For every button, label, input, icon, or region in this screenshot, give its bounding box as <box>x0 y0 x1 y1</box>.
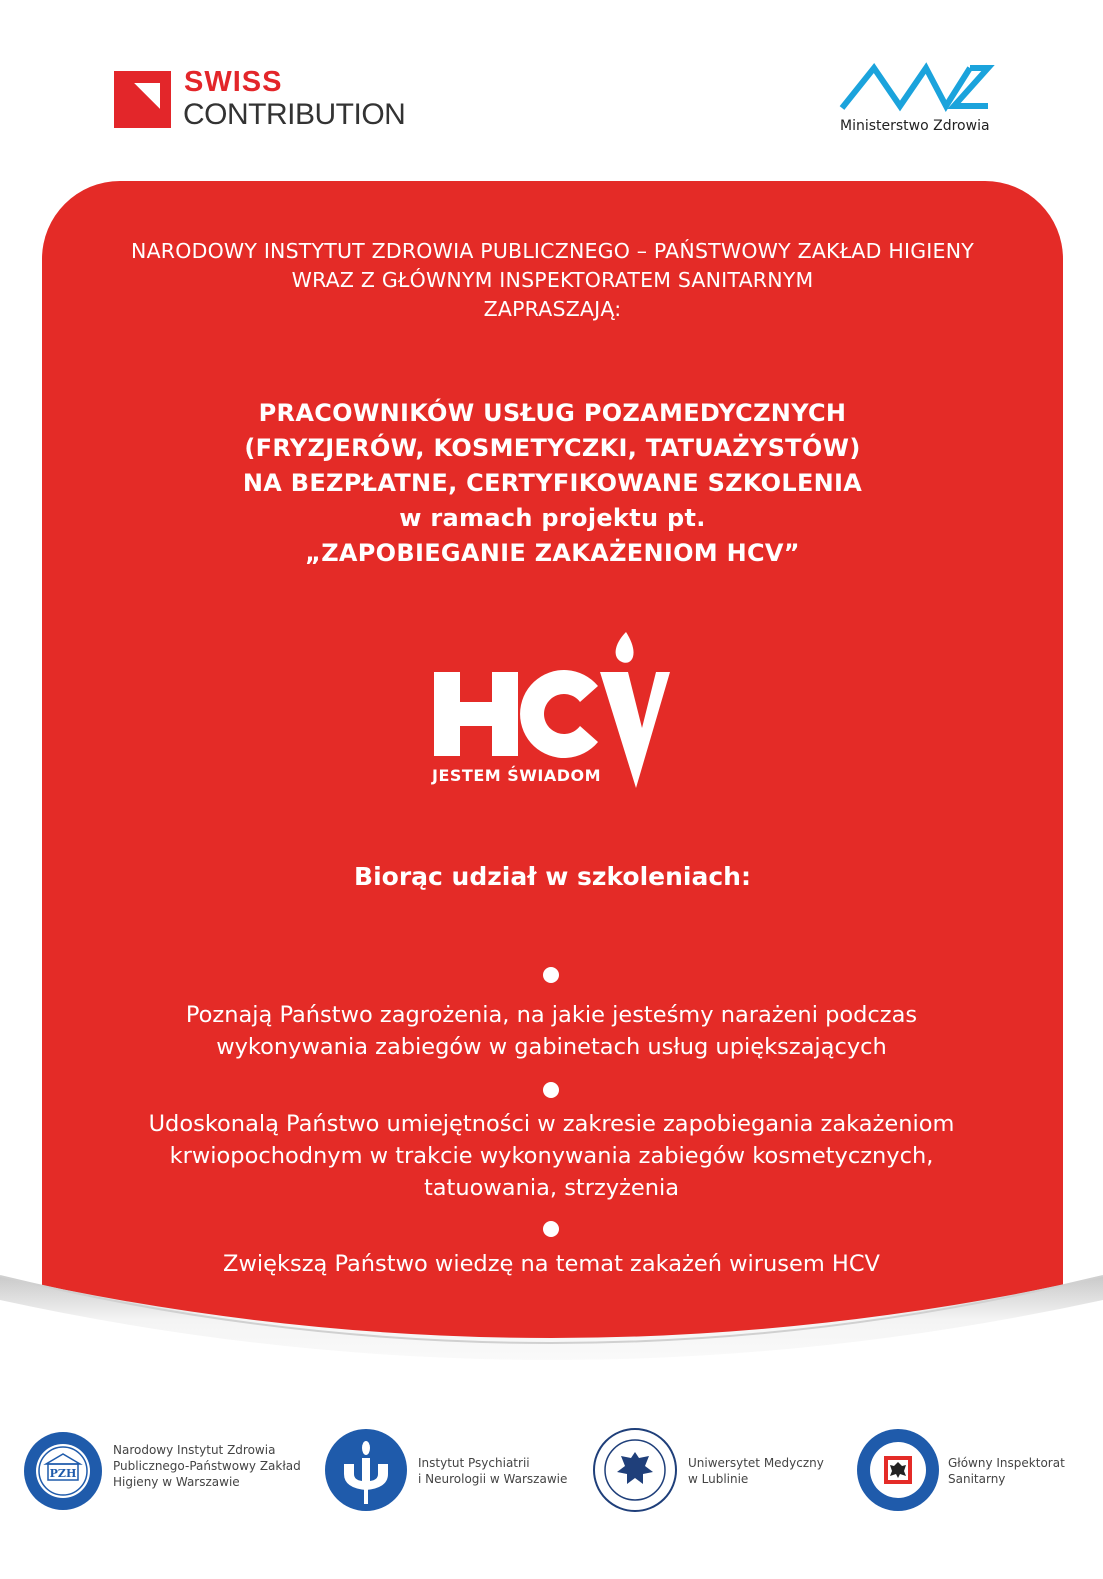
bullet-icon <box>543 967 559 983</box>
benefit-line: wykonywania zabiegów w gabinetach usług upiększających <box>216 1034 887 1060</box>
headline <box>42 396 1063 571</box>
headline-line: (FRYZJERÓW, KOSMETYCZKI, TATUAŻYSTÓW) <box>244 434 861 462</box>
swiss-word: SWISS <box>184 66 283 98</box>
partner-label-umlub <box>688 1455 824 1487</box>
ministerstwo-zdrowia-logo <box>838 62 1003 142</box>
partner-label-line: Publicznego-Państwowy Zakład <box>113 1459 301 1473</box>
bullet-icon <box>543 1221 559 1237</box>
headline-line: „ZAPOBIEGANIE ZAKAŻENIOM HCV” <box>305 539 800 567</box>
headline-line: NA BEZPŁATNE, CERTYFIKOWANE SZKOLENIA <box>242 469 863 497</box>
benefit-item <box>70 1248 1033 1280</box>
gis-emblem-icon <box>856 1428 940 1512</box>
contribution-word: CONTRIBUTION <box>183 98 406 131</box>
bullet-icon <box>543 1082 559 1098</box>
pzh-seal-text: PZH <box>49 1467 77 1480</box>
mz-monogram-icon <box>838 62 998 114</box>
ipin-emblem-icon <box>324 1428 408 1512</box>
partner-label-line: Uniwersytet Medyczny <box>688 1456 824 1470</box>
benefit-line: Zwiększą Państwo wiedzę na temat zakażeń wirusem HCV <box>223 1251 880 1277</box>
benefit-line: tatuowania, strzyżenia <box>423 1175 680 1201</box>
partner-label-ipin <box>418 1455 567 1487</box>
headline-line: PRACOWNIKÓW USŁUG POZAMEDYCZNYCH <box>258 399 847 427</box>
benefit-line: krwiopochodnym w trakcie wykonywania zabiegów kosmetycznych, <box>169 1143 934 1169</box>
intro-line: ZAPRASZAJĄ: <box>483 297 622 321</box>
pzh-seal-icon <box>22 1430 104 1512</box>
benefit-line: Poznają Państwo zagrożenia, na jakie jesteśmy narażeni podczas <box>185 1002 918 1028</box>
intro-line: NARODOWY INSTYTUT ZDROWIA PUBLICZNEGO – PAŃSTWOWY ZAKŁAD HIGIENY <box>131 239 974 263</box>
headline-line: w ramach projektu pt. <box>399 504 706 532</box>
benefit-line: Udoskonalą Państwo umiejętności w zakresie zapobiegania zakażeniom <box>148 1111 955 1137</box>
partner-label-line: Sanitarny <box>948 1472 1006 1486</box>
benefit-item <box>70 1108 1033 1204</box>
intro-line: WRAZ Z GŁÓWNYM INSPEKTORATEM SANITARNYM <box>291 268 814 292</box>
partner-label-line: Instytut Psychiatrii <box>418 1456 530 1470</box>
intro-text <box>42 237 1063 324</box>
ministry-caption: Ministerstwo Zdrowia <box>840 118 990 134</box>
partner-label-line: Główny Inspektorat <box>948 1456 1065 1470</box>
benefits-heading: Biorąc udział w szkoleniach: <box>354 862 751 891</box>
hcv-tagline: JESTEM ŚWIADOM <box>432 766 602 785</box>
partner-label-line: w Lublinie <box>688 1472 749 1486</box>
benefit-item <box>70 999 1033 1063</box>
umlub-seal-icon <box>593 1428 677 1512</box>
hcv-campaign-logo <box>430 628 680 793</box>
swiss-flag-icon <box>114 71 171 128</box>
partner-label-line: i Neurologii w Warszawie <box>418 1472 568 1486</box>
partner-label-gis <box>948 1455 1065 1487</box>
partner-label-pzh <box>113 1442 301 1490</box>
partner-label-line: Narodowy Instytut Zdrowia <box>113 1443 276 1457</box>
partner-label-line: Higieny w Warszawie <box>113 1475 240 1489</box>
swiss-contribution-logo <box>114 66 404 136</box>
